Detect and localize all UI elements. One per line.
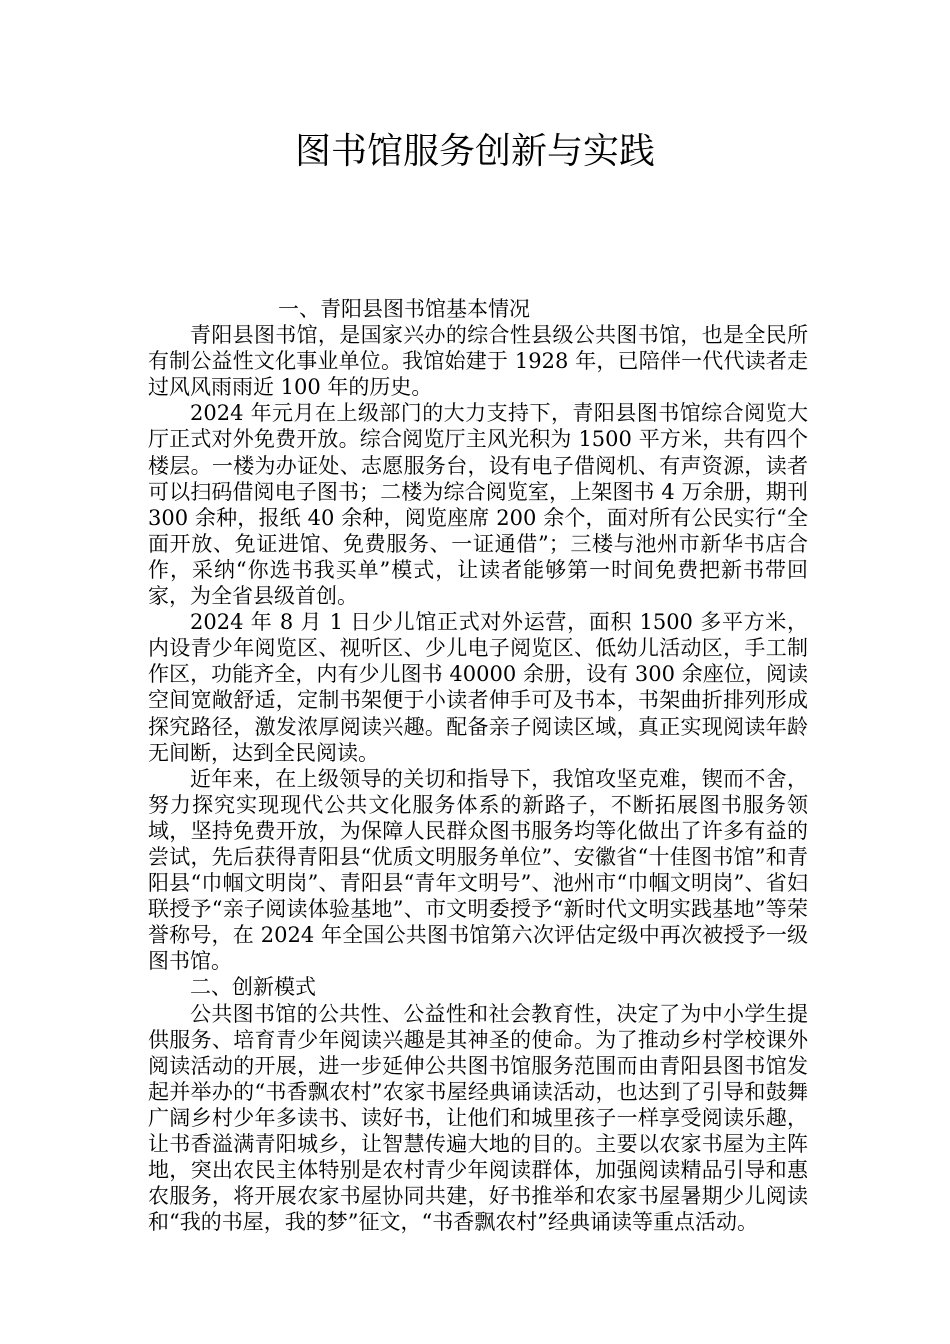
paragraph-reading-hall: 2024 年元月在上级部门的大力支持下，青阳县图书馆综合阅览大厅正式对外免费开放。综合阅览厅主风光积为 1500 平方米，共有四个楼层。一楼为办证处、志愿服务台，设有电子借阅机、有声资源，读者可以扫码借阅电子图书；二楼为综合阅览室，上架图书 4 万余册，期刊 300 余种，报纸 40 余种，阅览座席 200 余个，面对所有公民实行“全面开放、免证进馆、免费服务、一证通借”；三楼与池州市新华书店合作，采纳“你选书我买单”模式，让读者能够第一时间免费把新书带回家，为全省县级首创。 <box>148 401 808 609</box>
paragraph-innovation-mode: 公共图书馆的公共性、公益性和社会教育性，决定了为中小学生提供服务、培育青少年阅读兴趣是其神圣的使命。为了推动乡村学校课外阅读活动的开展，进一步延伸公共图书馆服务范围而由青阳县图书馆发起并举办的“书香飘农村”农家书屋经典诵读活动，也达到了引导和鼓舞广阔乡村少年多读书、读好书，让他们和城里孩子一样享受阅读乐趣，让书香溢满青阳城乡，让智慧传遍大地的目的。主要以农家书屋为主阵地，突出农民主体特别是农村青少年阅读群体，加强阅读精品引导和惠农服务，将开展农家书屋协同共建，好书推举和农家书屋暑期少儿阅读和“我的书屋，我的梦”征文，“书香飘农村”经典诵读等重点活动。 <box>148 1001 808 1235</box>
paragraph-children-library: 2024 年 8 月 1 日少儿馆正式对外运营，面积 1500 多平方米，内设青少年阅览区、视听区、少儿电子阅览区、低幼儿活动区，手工制作区，功能齐全，内有少儿图书 40000 余册，设有 300 余座位，阅读空间宽敞舒适，定制书架便于小读者伸手可及书本，书架曲折排列形成探究路径，激发浓厚阅读兴趣。配备亲子阅读区域，真正实现阅读年龄无间断，达到全民阅读。 <box>148 610 808 765</box>
section-heading-innovation: 二、创新模式 <box>190 975 316 1000</box>
section-heading-basic-info: 一、青阳县图书馆基本情况 <box>278 297 530 321</box>
paragraph-library-intro: 青阳县图书馆，是国家兴办的综合性县级公共图书馆，也是全民所有制公益性文化事业单位。我馆始建于 1928 年，已陪伴一代代读者走过风风雨雨近 100 年的历史。 <box>148 323 808 400</box>
document-body <box>148 296 808 1235</box>
document-title: 图书馆服务创新与实践 <box>294 131 655 172</box>
paragraph-honors: 近年来，在上级领导的关切和指导下，我馆攻坚克难，锲而不舍，努力探究实现现代公共文化服务体系的新路子，不断拓展图书服务领域，坚持免费开放，为保障人民群众图书服务均等化做出了许多有益的尝试，先后获得青阳县“优质文明服务单位”、安徽省“十佳图书馆”和青阳县“巾帼文明岗”、青阳县“青年文明号”、池州市“巾帼文明岗”、省妇联授予“亲子阅读体验基地”、市文明委授予“新时代文明实践基地”等荣誉称号，在 2024 年全国公共图书馆第六次评估定级中再次被授予一级图书馆。 <box>148 766 808 974</box>
